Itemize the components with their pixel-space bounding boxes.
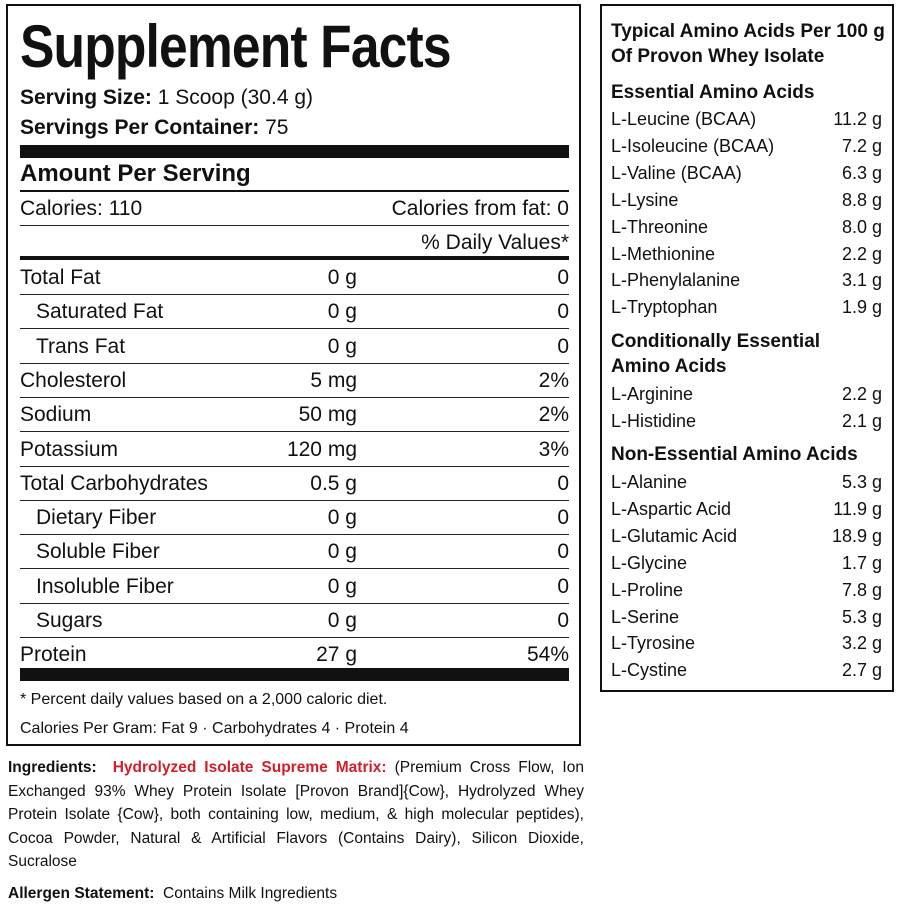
amino-row: [611, 553, 882, 580]
nutrient-daily-value: 2%: [538, 403, 569, 427]
amino-row: [611, 297, 882, 324]
nutrient-label: Total Carbohydrates: [20, 471, 208, 495]
nutrient-amount: 0 g: [327, 266, 357, 289]
nutrient-amount: 5 mg: [310, 368, 357, 392]
nutrient-label: Potassium: [20, 437, 119, 461]
nutrient-label: Cholesterol: [20, 368, 127, 392]
amino-name: L-Arginine: [611, 384, 694, 404]
amino-value: 3.1 g: [841, 270, 882, 291]
amino-value: 2.2 g: [841, 243, 882, 264]
amino-name: L-Tryptophan: [611, 297, 718, 318]
nutrient-daily-value: 0: [557, 266, 569, 289]
nutrient-daily-value: 0: [557, 506, 569, 530]
amino-name: L-Glycine: [611, 552, 688, 573]
amino-row: [611, 580, 882, 607]
nutrient-amount: 0 g: [327, 300, 357, 324]
nutrient-label: Protein: [20, 643, 87, 667]
nutrient-label: Insoluble Fiber: [36, 574, 174, 598]
nonessential-header: Non-Essential Amino Acids: [611, 444, 858, 465]
nutrient-row: [20, 467, 569, 501]
nutrient-row: [20, 535, 569, 569]
amino-row: [611, 136, 882, 163]
serving-size-label: Serving Size:: [20, 86, 152, 109]
nutrient-label: Sugars: [36, 609, 103, 632]
amino-value: 5.3 g: [841, 606, 882, 627]
dv-header-row: [20, 226, 569, 260]
amino-value: 6.3 g: [841, 162, 882, 183]
amino-title-line2: Of Provon Whey Isolate: [611, 46, 825, 67]
nutrient-amount: 0 g: [327, 334, 357, 358]
nutrient-daily-value: 54%: [526, 643, 569, 667]
nutrient-amount: 50 mg: [298, 403, 357, 427]
amino-name: L-Histidine: [611, 410, 697, 431]
thick-divider-top: [20, 145, 569, 158]
amino-name: L-Tyrosine: [611, 633, 696, 654]
amino-row: [611, 607, 882, 634]
amino-value: 3.2 g: [841, 633, 882, 654]
amino-row: [611, 660, 882, 687]
nutrient-daily-value: 0: [557, 540, 569, 564]
amino-row: [611, 270, 882, 297]
allergen-label: Allergen Statement:: [8, 885, 155, 902]
nutrient-label: Saturated Fat: [36, 300, 164, 324]
amino-row: [611, 472, 882, 499]
supplement-facts-panel: [6, 4, 581, 746]
amino-name: L-Aspartic Acid: [611, 498, 732, 519]
servings-per-container: [20, 116, 288, 140]
nutrient-row: [20, 501, 569, 535]
conditional-header-line1: Conditionally Essential: [611, 331, 821, 352]
amino-row: [611, 190, 882, 217]
nutrient-daily-value: 3%: [538, 437, 569, 461]
nutrient-row: [20, 398, 569, 432]
amino-title-line1: Typical Amino Acids Per 100 g: [611, 21, 885, 42]
essential-header: Essential Amino Acids: [611, 82, 815, 103]
amino-value: 11.2 g: [833, 109, 882, 129]
serving-size: [20, 86, 313, 110]
amino-value: 7.2 g: [841, 135, 882, 156]
calories-from-fat: Calories from fat: 0: [391, 197, 569, 220]
nutrient-row: [20, 330, 569, 364]
amino-row: [611, 217, 882, 244]
amino-name: L-Proline: [611, 579, 684, 600]
amino-value: 2.7 g: [841, 660, 882, 681]
nutrient-amount: 120 mg: [286, 437, 357, 461]
nutrient-amount: 0 g: [327, 609, 357, 632]
nutrient-daily-value: 0: [557, 471, 569, 495]
amino-row: [611, 109, 882, 136]
nutrient-label: Trans Fat: [36, 334, 126, 358]
nutrient-daily-value: 0: [557, 574, 569, 598]
amino-row: [611, 163, 882, 190]
amino-row: [611, 526, 882, 553]
amino-row: [611, 499, 882, 526]
amino-name: L-Leucine (BCAA): [611, 109, 757, 129]
footnote: * Percent daily values based on a 2,000 caloric diet.: [20, 691, 388, 708]
facts-title: Supplement Facts: [20, 13, 451, 80]
amount-per-serving-header: Amount Per Serving: [20, 160, 251, 187]
amino-acid-panel: [600, 4, 894, 692]
amino-name: L-Threonine: [611, 216, 709, 237]
amino-name: L-Isoleucine (BCAA): [611, 135, 775, 156]
servings-value: 75: [265, 116, 289, 139]
amino-row: [611, 411, 882, 438]
daily-values-header: % Daily Values*: [421, 231, 569, 254]
nutrient-label: Soluble Fiber: [36, 540, 160, 564]
nutrient-row: [20, 570, 569, 604]
nutrient-daily-value: 0: [557, 609, 569, 632]
nutrient-label: Sodium: [20, 403, 92, 427]
nutrient-row: [20, 364, 569, 398]
amino-name: L-Glutamic Acid: [611, 525, 738, 546]
nutrient-amount: 0 g: [327, 540, 357, 564]
ingredients-text: (Premium Cross Flow, Ion Exchanged 93% Whey Protein Isolate [Provon Brand]{Cow}, Hydrolyzed Whey Protein Isolate {Cow}, both containing low, medium, & high molecular peptides), Cocoa Powder, Natural & Artificial Flavors (Contains Dairy), Silicon Dioxide, Sucralose: [8, 759, 584, 870]
amino-value: 11.9 g: [833, 498, 882, 519]
amino-row: [611, 633, 882, 660]
amino-name: L-Alanine: [611, 472, 688, 492]
calories-per-gram: Calories Per Gram: Fat 9 · Carbohydrates 4 · Protein 4: [20, 720, 409, 737]
nutrient-row: [20, 261, 569, 295]
amino-name: L-Phenylalanine: [611, 270, 741, 291]
nutrient-amount: 0 g: [327, 506, 357, 530]
ingredients-label: Ingredients:: [8, 759, 97, 776]
amino-row: [611, 244, 882, 271]
conditional-header-line2: Amino Acids: [611, 356, 727, 377]
nutrient-row: [20, 295, 569, 329]
nutrient-label: Total Fat: [20, 266, 101, 289]
servings-label: Servings Per Container:: [20, 116, 260, 139]
amino-value: 8.8 g: [841, 189, 882, 210]
nutrient-daily-value: 2%: [538, 368, 569, 392]
nutrient-row: [20, 433, 569, 467]
ingredients-block: [8, 756, 584, 874]
nutrient-daily-value: 0: [557, 300, 569, 324]
calories-row: [20, 192, 569, 226]
amino-value: 1.9 g: [841, 297, 882, 318]
amino-value: 2.1 g: [841, 410, 882, 431]
amino-name: L-Methionine: [611, 243, 716, 264]
nutrient-daily-value: 0: [557, 334, 569, 358]
nutrient-amount: 0 g: [327, 574, 357, 598]
amino-value: 5.3 g: [841, 472, 882, 492]
amino-value: 8.0 g: [841, 216, 882, 237]
amino-value: 2.2 g: [841, 384, 882, 404]
nutrient-amount: 27 g: [316, 643, 357, 667]
nutrient-label: Dietary Fiber: [36, 506, 157, 530]
matrix-name: Hydrolyzed Isolate Supreme Matrix:: [112, 759, 387, 776]
nutrient-amount: 0.5 g: [310, 471, 357, 495]
amino-name: L-Cystine: [611, 660, 688, 681]
amino-name: L-Serine: [611, 606, 680, 627]
amino-name: L-Valine (BCAA): [611, 162, 742, 183]
thick-divider-bottom: [20, 668, 569, 681]
allergen-text: Contains Milk Ingredients: [163, 885, 338, 902]
amino-row: [611, 384, 882, 411]
nutrient-row: [20, 604, 569, 638]
allergen-statement: [8, 885, 337, 903]
amino-value: 18.9 g: [831, 525, 882, 546]
amino-value: 1.7 g: [841, 552, 882, 573]
amino-name: L-Lysine: [611, 189, 679, 210]
serving-size-value: 1 Scoop (30.4 g): [157, 86, 313, 109]
amino-value: 7.8 g: [841, 579, 882, 600]
calories: Calories: 110: [20, 197, 143, 220]
